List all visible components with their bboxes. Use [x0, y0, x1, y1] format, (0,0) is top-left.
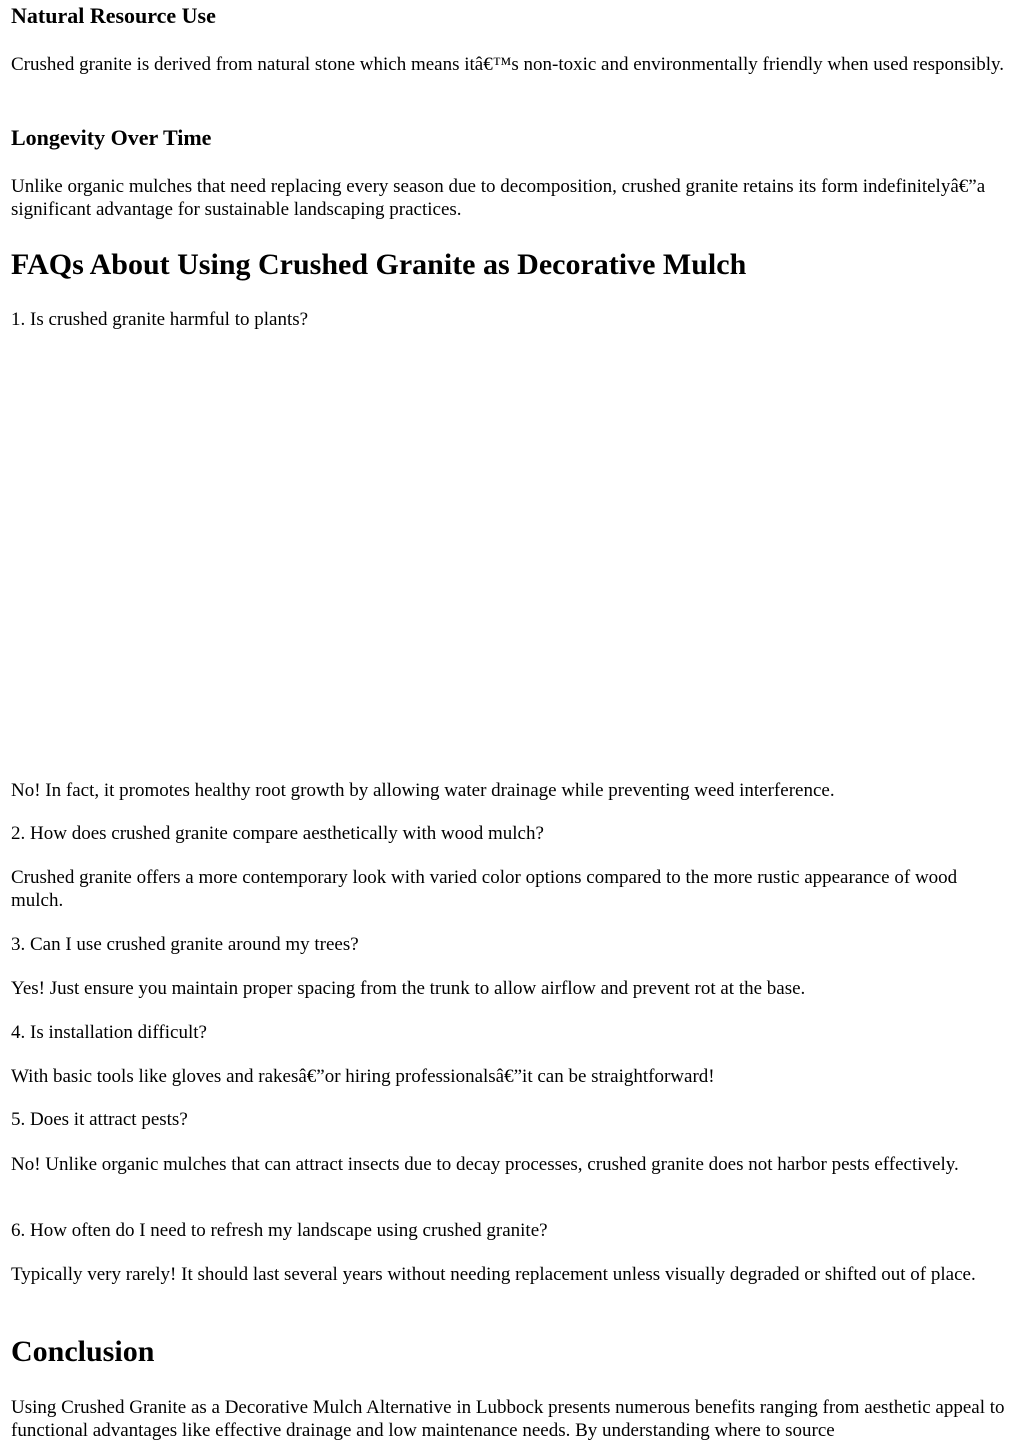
- faq-question-4: 4. Is installation difficult?: [11, 1022, 207, 1043]
- conclusion-heading: Conclusion: [11, 1335, 155, 1368]
- faq-question-3: 3. Can I use crushed granite around my trees?: [11, 934, 359, 955]
- section-heading-natural-resource: Natural Resource Use: [11, 3, 216, 28]
- faq-answer-5: No! Unlike organic mulches that can attract insects due to decay processes, crushed granite does not harbor pests effectively.: [11, 1154, 959, 1175]
- faq-question-5: 5. Does it attract pests?: [11, 1109, 188, 1130]
- blank-content-area: [11, 340, 1014, 770]
- faq-question-6: 6. How often do I need to refresh my landscape using crushed granite?: [11, 1220, 548, 1241]
- faq-answer-6: Typically very rarely! It should last several years without needing replacement unless visually degraded or shifted out of place.: [11, 1264, 976, 1285]
- faq-answer-2: Crushed granite offers a more contemporary look with varied color options compared to the more rustic appearance of wood mulch.: [11, 867, 958, 911]
- faq-question-1: 1. Is crushed granite harmful to plants?: [11, 309, 309, 330]
- conclusion-text: Using Crushed Granite as a Decorative Mulch Alternative in Lubbock presents numerous benefits ranging from aesthetic appeal to functional advantages like effective drainage and low maintenance needs. By understanding where to source: [11, 1397, 1005, 1441]
- faq-heading: FAQs About Using Crushed Granite as Decorative Mulch: [11, 248, 747, 281]
- faq-question-2: 2. How does crushed granite compare aesthetically with wood mulch?: [11, 823, 544, 844]
- section-text-longevity: Unlike organic mulches that need replacing every season due to decomposition, crushed granite retains its form indefinitelyâ€”a significant advantage for sustainable landscaping practices.: [11, 176, 986, 220]
- faq-answer-1: No! In fact, it promotes healthy root growth by allowing water drainage while preventing weed interference.: [11, 780, 835, 801]
- faq-answer-3: Yes! Just ensure you maintain proper spacing from the trunk to allow airflow and prevent rot at the base.: [11, 978, 806, 999]
- faq-answer-4: With basic tools like gloves and rakesâ€”or hiring professionalsâ€”it can be straightforward!: [11, 1066, 715, 1087]
- section-heading-longevity: Longevity Over Time: [11, 125, 212, 150]
- section-text-natural-resource: Crushed granite is derived from natural stone which means itâ€™s non-toxic and environmentally friendly when used responsibly.: [11, 54, 1005, 75]
